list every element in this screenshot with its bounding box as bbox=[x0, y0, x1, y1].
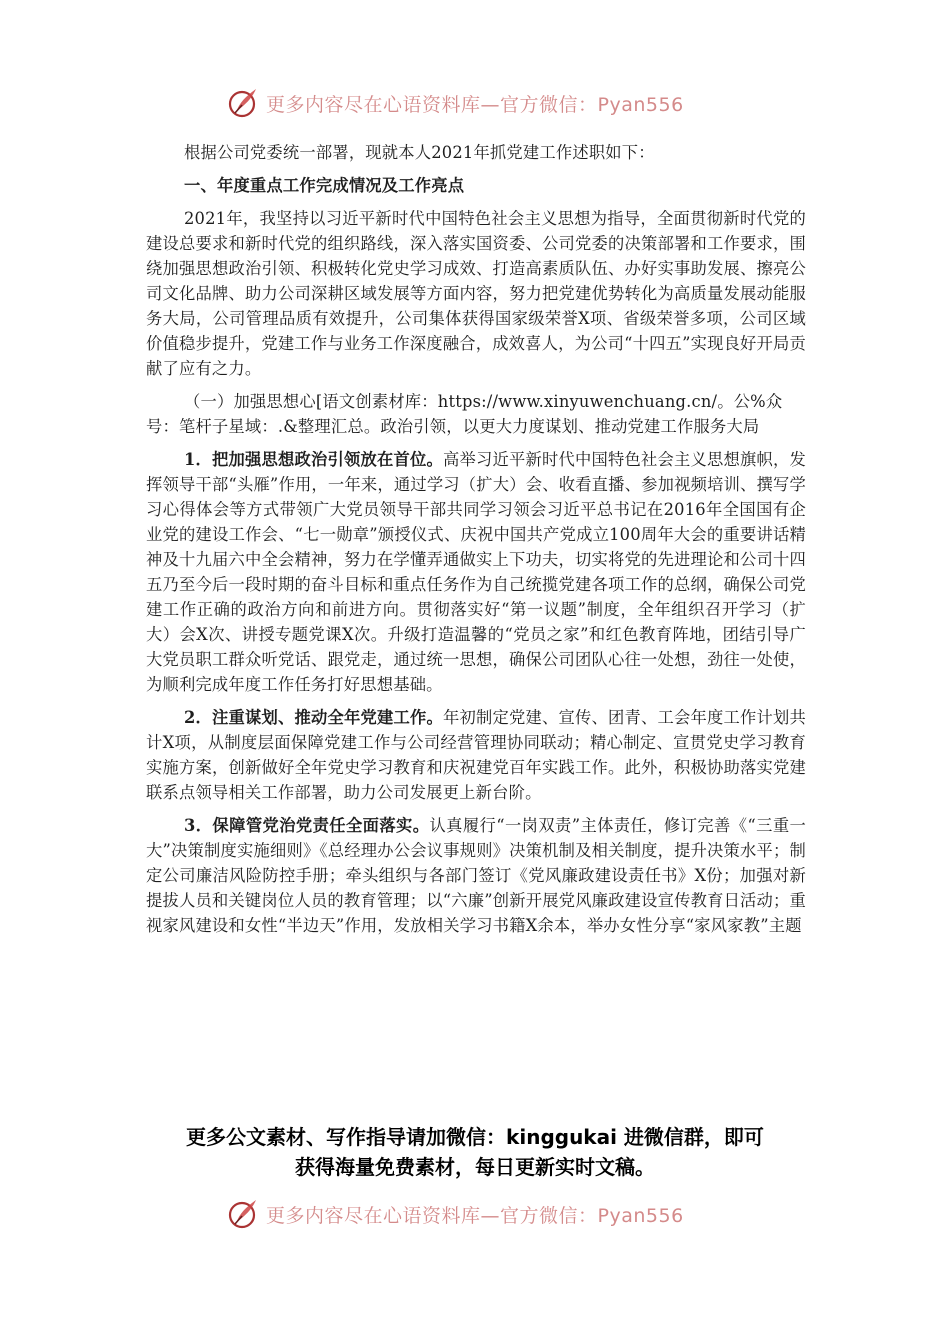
item-3-paragraph bbox=[146, 813, 806, 938]
item-2-paragraph bbox=[146, 705, 806, 805]
promo-banner bbox=[140, 1122, 810, 1182]
watermark-text: 更多内容尽在心语资料库—官方微信：Pyan556 bbox=[266, 93, 684, 116]
intro-paragraph: 根据公司党委统一部署，现就本人2021年抓党建工作述职如下： bbox=[184, 143, 655, 162]
item-1-body: 高举习近平新时代中国特色社会主义思想旗帜，发挥领导干部“头雁”作用，一年来，通过学习（扩大）会、收看直播、参加视频培训、撰写学习心得体会等方式带领广大党员领导干部共同学习领会习近平总书记在2016年全国国有企业党的建设工作会、“七一勋章”颁授仪式、庆祝中国共产党成立100周年大会的重要讲话精神及十九届六中全会精神，努力在学懂弄通做实上下功夫，切实将党的先进理论和公司十四五乃至今后一段时期的奋斗目标和重点任务作为自己统揽党建各项工作的总纲，确保公司党建工作正确的政治方向和前进方向。贯彻落实好“第一议题”制度，全年组织召开学习（扩大）会X次、讲授专题党课X次。升级打造温馨的“党员之家”和红色教育阵地，团结引导广大党员职工群众听党话、跟党走，通过统一思想，确保公司团队心往一处想，劲往一处使，为顺利完成年度工作任务打好思想基础。 bbox=[146, 450, 807, 694]
subsection-heading: （一）加强思想心[语文创素材库：https://www.xinyuwenchuang.cn/。公%众号：笔杆子星域：.&整理汇总。政治引领，以更大力度谋划、推动党建工作服务大局 bbox=[146, 392, 783, 436]
watermark-header bbox=[226, 86, 726, 120]
item-2-lead: 2．注重谋划、推动全年党建工作。 bbox=[184, 708, 444, 727]
item-1-paragraph bbox=[146, 447, 806, 697]
section-heading: 一、年度重点工作完成情况及工作亮点 bbox=[184, 176, 465, 195]
overview-paragraph: 2021年，我坚持以习近平新时代中国特色社会主义思想为指导，全面贯彻新时代党的建设总要求和新时代党的组织路线，深入落实国资委、公司党委的决策部署和工作要求，围绕加强思想政治引领、积极转化党史学习成效、打造高素质队伍、办好实事助发展、擦亮公司文化品牌、助力公司深耕区域发展等方面内容，努力把党建优势转化为高质量发展动能服务大局，公司管理品质有效提升，公司集体获得国家级荣誉X项、省级荣誉多项，公司区域价值稳步提升，党建工作与业务工作深度融合，成效喜人，为公司“十四五”实现良好开局贡献了应有之力。 bbox=[146, 209, 806, 378]
quill-logo-icon bbox=[226, 86, 260, 120]
document-body bbox=[146, 140, 806, 946]
item-3-body: 认真履行“一岗双责”主体责任，修订完善《“三重一大”决策制度实施细则》《总经理办公会议事规则》决策机制及相关制度，提升决策水平；制定公司廉洁风险防控手册；牵头组织与各部门签订《党风廉政建设责任书》X份；加强对新提拔人员和关键岗位人员的教育管理；以“六廉”创新开展党风廉政建设宣传教育日活动；重视家风建设和女性“半边天”作用，发放相关学习书籍X余本，举办女性分享“家风家教”主题 bbox=[146, 816, 806, 935]
item-2-body: 年初制定党建、宣传、团青、工会年度工作计划共计X项，从制度层面保障党建工作与公司经营管理协同联动；精心制定、宣贯党史学习教育实施方案，创新做好全年党史学习教育和庆祝建党百年实践工作。此外，积极协助落实党建联系点领导相关工作部署，助力公司发展更上新台阶。 bbox=[146, 708, 807, 802]
watermark-text: 更多内容尽在心语资料库—官方微信：Pyan556 bbox=[266, 1204, 684, 1227]
promo-line-2: 获得海量免费素材，每日更新实时文稿。 bbox=[295, 1155, 655, 1179]
watermark-footer bbox=[226, 1197, 726, 1231]
item-1-lead: 1．把加强思想政治引领放在首位。 bbox=[184, 450, 444, 469]
item-3-lead: 3．保障管党治党责任全面落实。 bbox=[184, 816, 430, 835]
quill-logo-icon bbox=[226, 1197, 260, 1231]
promo-line-1: 更多公文素材、写作指导请加微信：kinggukai 进微信群，即可 bbox=[186, 1125, 764, 1149]
